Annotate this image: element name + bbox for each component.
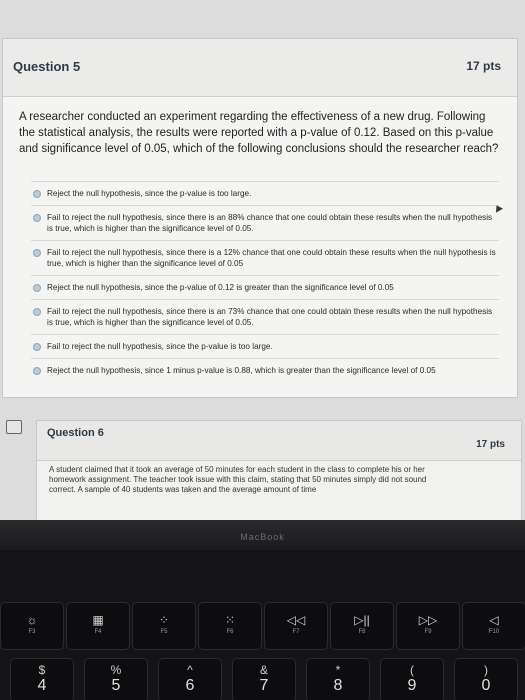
play-pause-icon: ▷|| (354, 613, 370, 627)
function-key-f6[interactable] (198, 602, 262, 650)
answer-list (31, 181, 499, 382)
brightness-icon: ☼ (26, 613, 38, 627)
answer-option[interactable] (31, 299, 499, 334)
answer-text: Reject the null hypothesis, since the p-value of 0.12 is greater than the significance level of 0.05 (47, 283, 394, 292)
key-4[interactable] (10, 658, 74, 700)
key-label: F6 (226, 629, 234, 635)
key-label: F5 (160, 629, 168, 635)
answer-option[interactable] (31, 334, 499, 358)
question-points: 17 pts (476, 439, 505, 450)
rewind-icon: ◁◁ (286, 613, 306, 627)
answer-text: Reject the null hypothesis, since 1 minus p-value is 0.88, which is greater than the significance level of 0.05 (47, 366, 436, 375)
question-prompt: A student claimed that it took an average of 50 minutes for each student in the class to complete his or her homework assignment. The teacher took issue with this claim, stating that 50 minutes simply did not sound correct. A sample of 40 students was taken and the average amount of time (49, 465, 427, 494)
function-key-f4[interactable] (66, 602, 130, 650)
key-shift-label: ^ (187, 663, 193, 677)
answer-option[interactable] (31, 205, 499, 240)
device-brand: MacBook (240, 532, 285, 542)
launchpad-icon: ▦ (92, 613, 104, 627)
radio-button[interactable] (33, 284, 41, 292)
key-shift-label: ) (484, 663, 488, 677)
radio-button[interactable] (33, 367, 41, 375)
answer-text: Reject the null hypothesis, since the p-value is too large. (47, 189, 252, 198)
key-shift-label: $ (38, 663, 46, 677)
answer-option[interactable] (31, 358, 499, 382)
key-label: 9 (407, 677, 417, 694)
key-label: 0 (481, 677, 491, 694)
function-key-f8[interactable] (330, 602, 394, 650)
key-label: F9 (424, 629, 432, 635)
key-shift-label: & (259, 663, 268, 677)
question-card-6 (36, 420, 522, 535)
radio-button[interactable] (33, 343, 41, 351)
answer-option[interactable] (31, 275, 499, 299)
key-label: 5 (111, 677, 121, 694)
key-shift-label: * (335, 663, 341, 677)
mute-icon: ◁ (489, 613, 499, 627)
function-key-f3[interactable] (0, 602, 64, 650)
key-label: F4 (94, 629, 102, 635)
key-8[interactable] (306, 658, 370, 700)
key-shift-label: % (110, 663, 122, 677)
key-label: F3 (28, 629, 36, 635)
function-key-f7[interactable] (264, 602, 328, 650)
radio-button[interactable] (33, 249, 41, 257)
key-9[interactable] (380, 658, 444, 700)
radio-button[interactable] (33, 214, 41, 222)
key-label: 4 (37, 677, 47, 694)
function-key-f10[interactable] (462, 602, 525, 650)
question-points: 17 pts (466, 59, 501, 73)
answer-text: Fail to reject the null hypothesis, since there is a 12% chance that one could obtain these results when the null hypothesis is true, which is higher than the significance level of 0.05 (47, 248, 496, 268)
key-label: 6 (185, 677, 195, 694)
question-prompt: A researcher conducted an experiment regarding the effectiveness of a new drug. Following the statistical analysis, the results were reported with a p-value of 0.12. Based on this p-value and significance level of 0.05, which of the following conclusions should the researcher reach? (19, 111, 499, 155)
question-header (37, 421, 521, 461)
keyboard (0, 550, 525, 700)
function-key-f9[interactable] (396, 602, 460, 650)
flag-question-icon[interactable] (6, 420, 22, 434)
fast-forward-icon: ▷▷ (418, 613, 438, 627)
answer-text: Fail to reject the null hypothesis, since there is an 73% chance that one could obtain these results when the null hypothesis is true, which is higher than the significance level of 0.05. (47, 307, 493, 327)
key-5[interactable] (84, 658, 148, 700)
keyboard-light-up-icon: ⁙ (224, 613, 236, 627)
radio-button[interactable] (33, 308, 41, 316)
question-title: Question 5 (13, 59, 81, 74)
answer-text: Fail to reject the null hypothesis, since the p-value is too large. (47, 342, 273, 351)
radio-button[interactable] (33, 190, 41, 198)
question-header (3, 39, 517, 97)
key-label: F7 (292, 629, 300, 635)
keyboard-light-down-icon: ⁘ (158, 613, 170, 627)
key-label: 7 (259, 677, 269, 694)
key-label: 8 (333, 677, 343, 694)
key-0[interactable] (454, 658, 518, 700)
function-key-f5[interactable] (132, 602, 196, 650)
answer-option[interactable] (31, 181, 499, 205)
key-shift-label: ( (410, 663, 414, 677)
key-7[interactable] (232, 658, 296, 700)
key-label: F10 (488, 629, 500, 635)
question-card-5 (2, 38, 518, 398)
answer-text: Fail to reject the null hypothesis, since there is an 88% chance that one could obtain these results when the null hypothesis is true, which is higher than the significance level of 0.05. (47, 213, 493, 233)
key-label: F8 (358, 629, 366, 635)
question-title: Question 6 (47, 427, 104, 439)
key-6[interactable] (158, 658, 222, 700)
answer-option[interactable] (31, 240, 499, 275)
